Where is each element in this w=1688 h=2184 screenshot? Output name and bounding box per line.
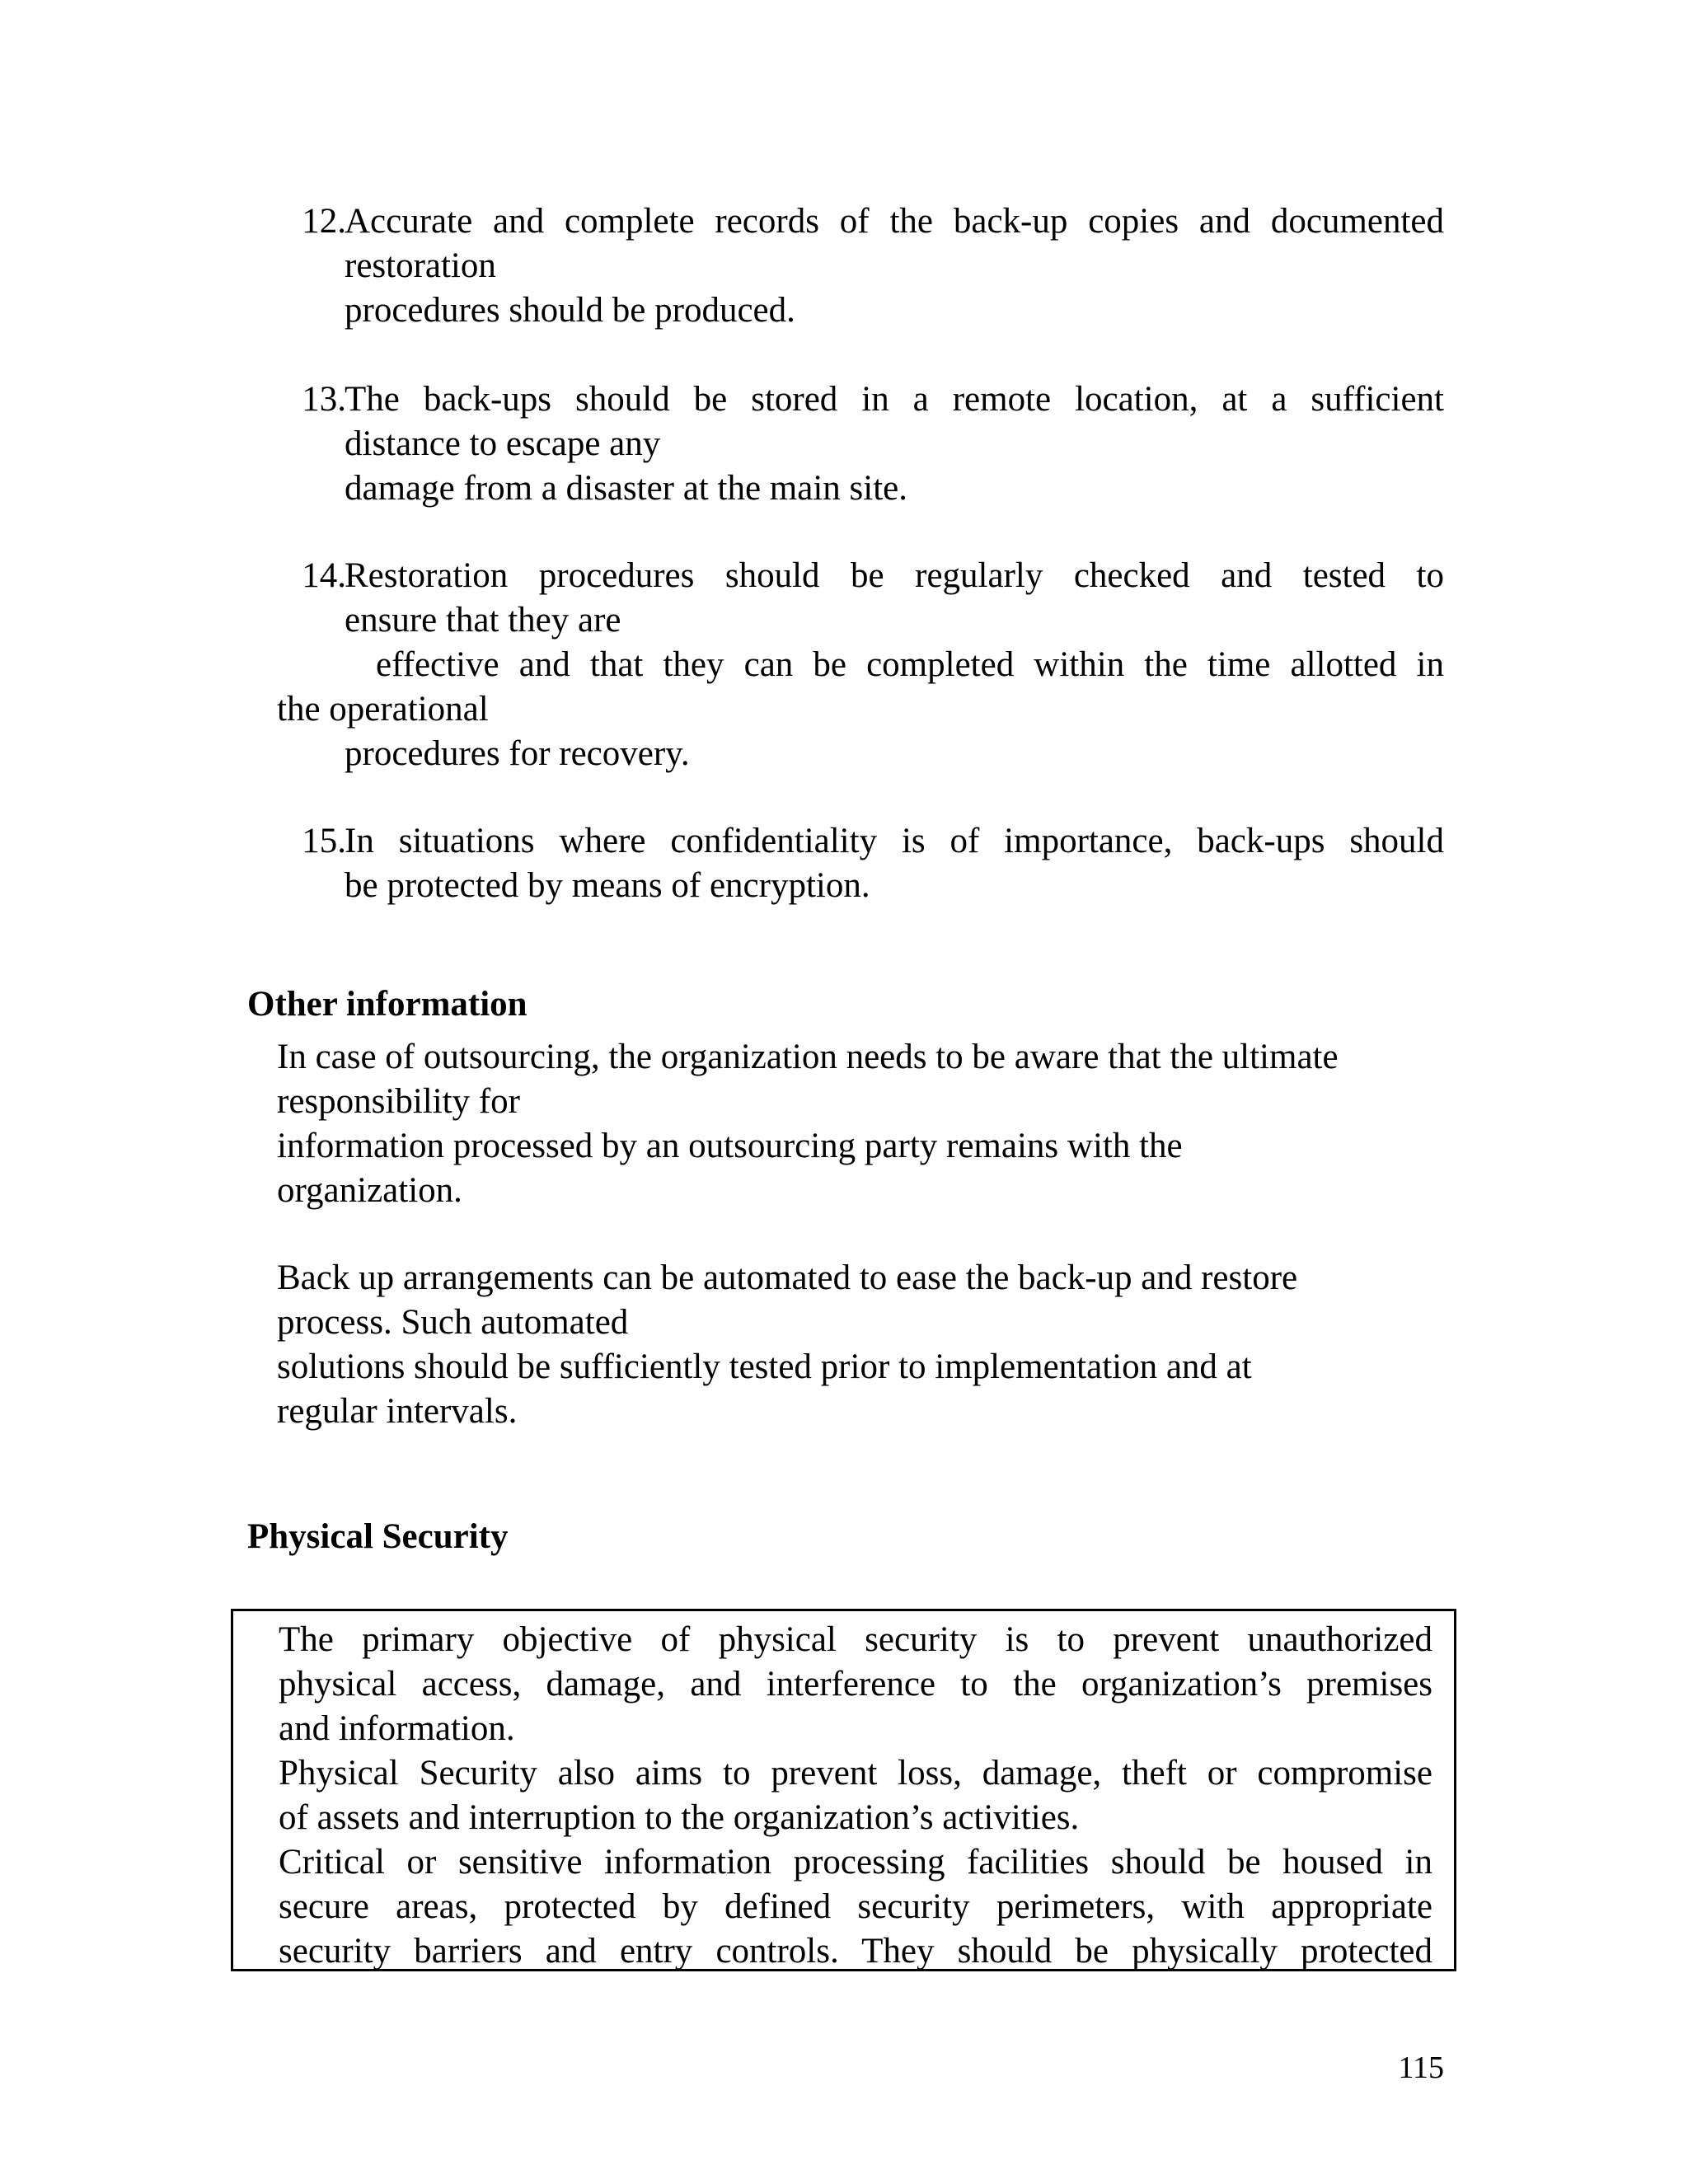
item-14-line-2: ensure that they are [345, 601, 621, 640]
other-info-p1-line-4: organization. [277, 1171, 462, 1210]
other-info-p1-line-3: information processed by an outsourcing party remains with the [277, 1127, 1183, 1165]
box-line-7: secure areas, protected by defined security perimeters, with appropriate [279, 1887, 1432, 1926]
item-14-number: 14. [302, 556, 346, 595]
other-info-p2-line-2: process. Such automated [277, 1303, 629, 1342]
other-info-p2-line-4: regular intervals. [277, 1392, 518, 1431]
item-12-number: 12. [302, 202, 346, 241]
item-15-line-1: In situations where confidentiality is of importance, back-ups should [345, 822, 1444, 860]
other-info-p1-line-2: responsibility for [277, 1082, 520, 1121]
item-14-line-1: Restoration procedures should be regularly checked and tested to [345, 556, 1444, 595]
item-13-line-3: damage from a disaster at the main site. [345, 469, 907, 508]
box-line-5: of assets and interruption to the organization’s activities. [279, 1798, 1080, 1837]
item-13-line-2: distance to escape any [345, 424, 661, 463]
item-12-line-1: Accurate and complete records of the back-up copies and documented [345, 202, 1444, 241]
item-14-line-4: the operational [277, 690, 489, 729]
other-info-p1-line-1: In case of outsourcing, the organization needs to be aware that the ultimate [277, 1038, 1339, 1076]
physical-security-heading: Physical Security [247, 1517, 509, 1556]
item-13-number: 13. [302, 380, 346, 419]
box-line-1: The primary objective of physical security is to prevent unauthorized [279, 1620, 1432, 1659]
item-12-line-3: procedures should be produced. [345, 291, 795, 330]
page-number: 115 [1398, 2050, 1444, 2085]
item-15-line-2: be protected by means of encryption. [345, 866, 870, 905]
item-14-line-3: effective and that they can be completed within the time allotted in [376, 645, 1444, 684]
box-line-2: physical access, damage, and interference to the organization’s premises [279, 1665, 1432, 1704]
other-info-p2-line-3: solutions should be sufficiently tested prior to implementation and at [277, 1347, 1252, 1386]
box-line-4: Physical Security also aims to prevent loss, damage, theft or compromise [279, 1754, 1432, 1793]
other-information-heading: Other information [247, 985, 528, 1024]
item-14-line-5: procedures for recovery. [345, 734, 690, 773]
item-15-number: 15. [302, 822, 346, 860]
box-line-8: security barriers and entry controls. They should be physically protected [279, 1932, 1432, 1971]
physical-security-box [231, 1609, 1456, 1971]
other-info-p2-line-1: Back up arrangements can be automated to ease the back-up and restore [277, 1258, 1298, 1297]
item-12-line-2: restoration [345, 246, 496, 285]
item-13-line-1: The back-ups should be stored in a remote location, at a sufficient [345, 380, 1444, 419]
box-line-6: Critical or sensitive information processing facilities should be housed in [279, 1843, 1432, 1882]
box-line-3: and information. [279, 1709, 515, 1748]
